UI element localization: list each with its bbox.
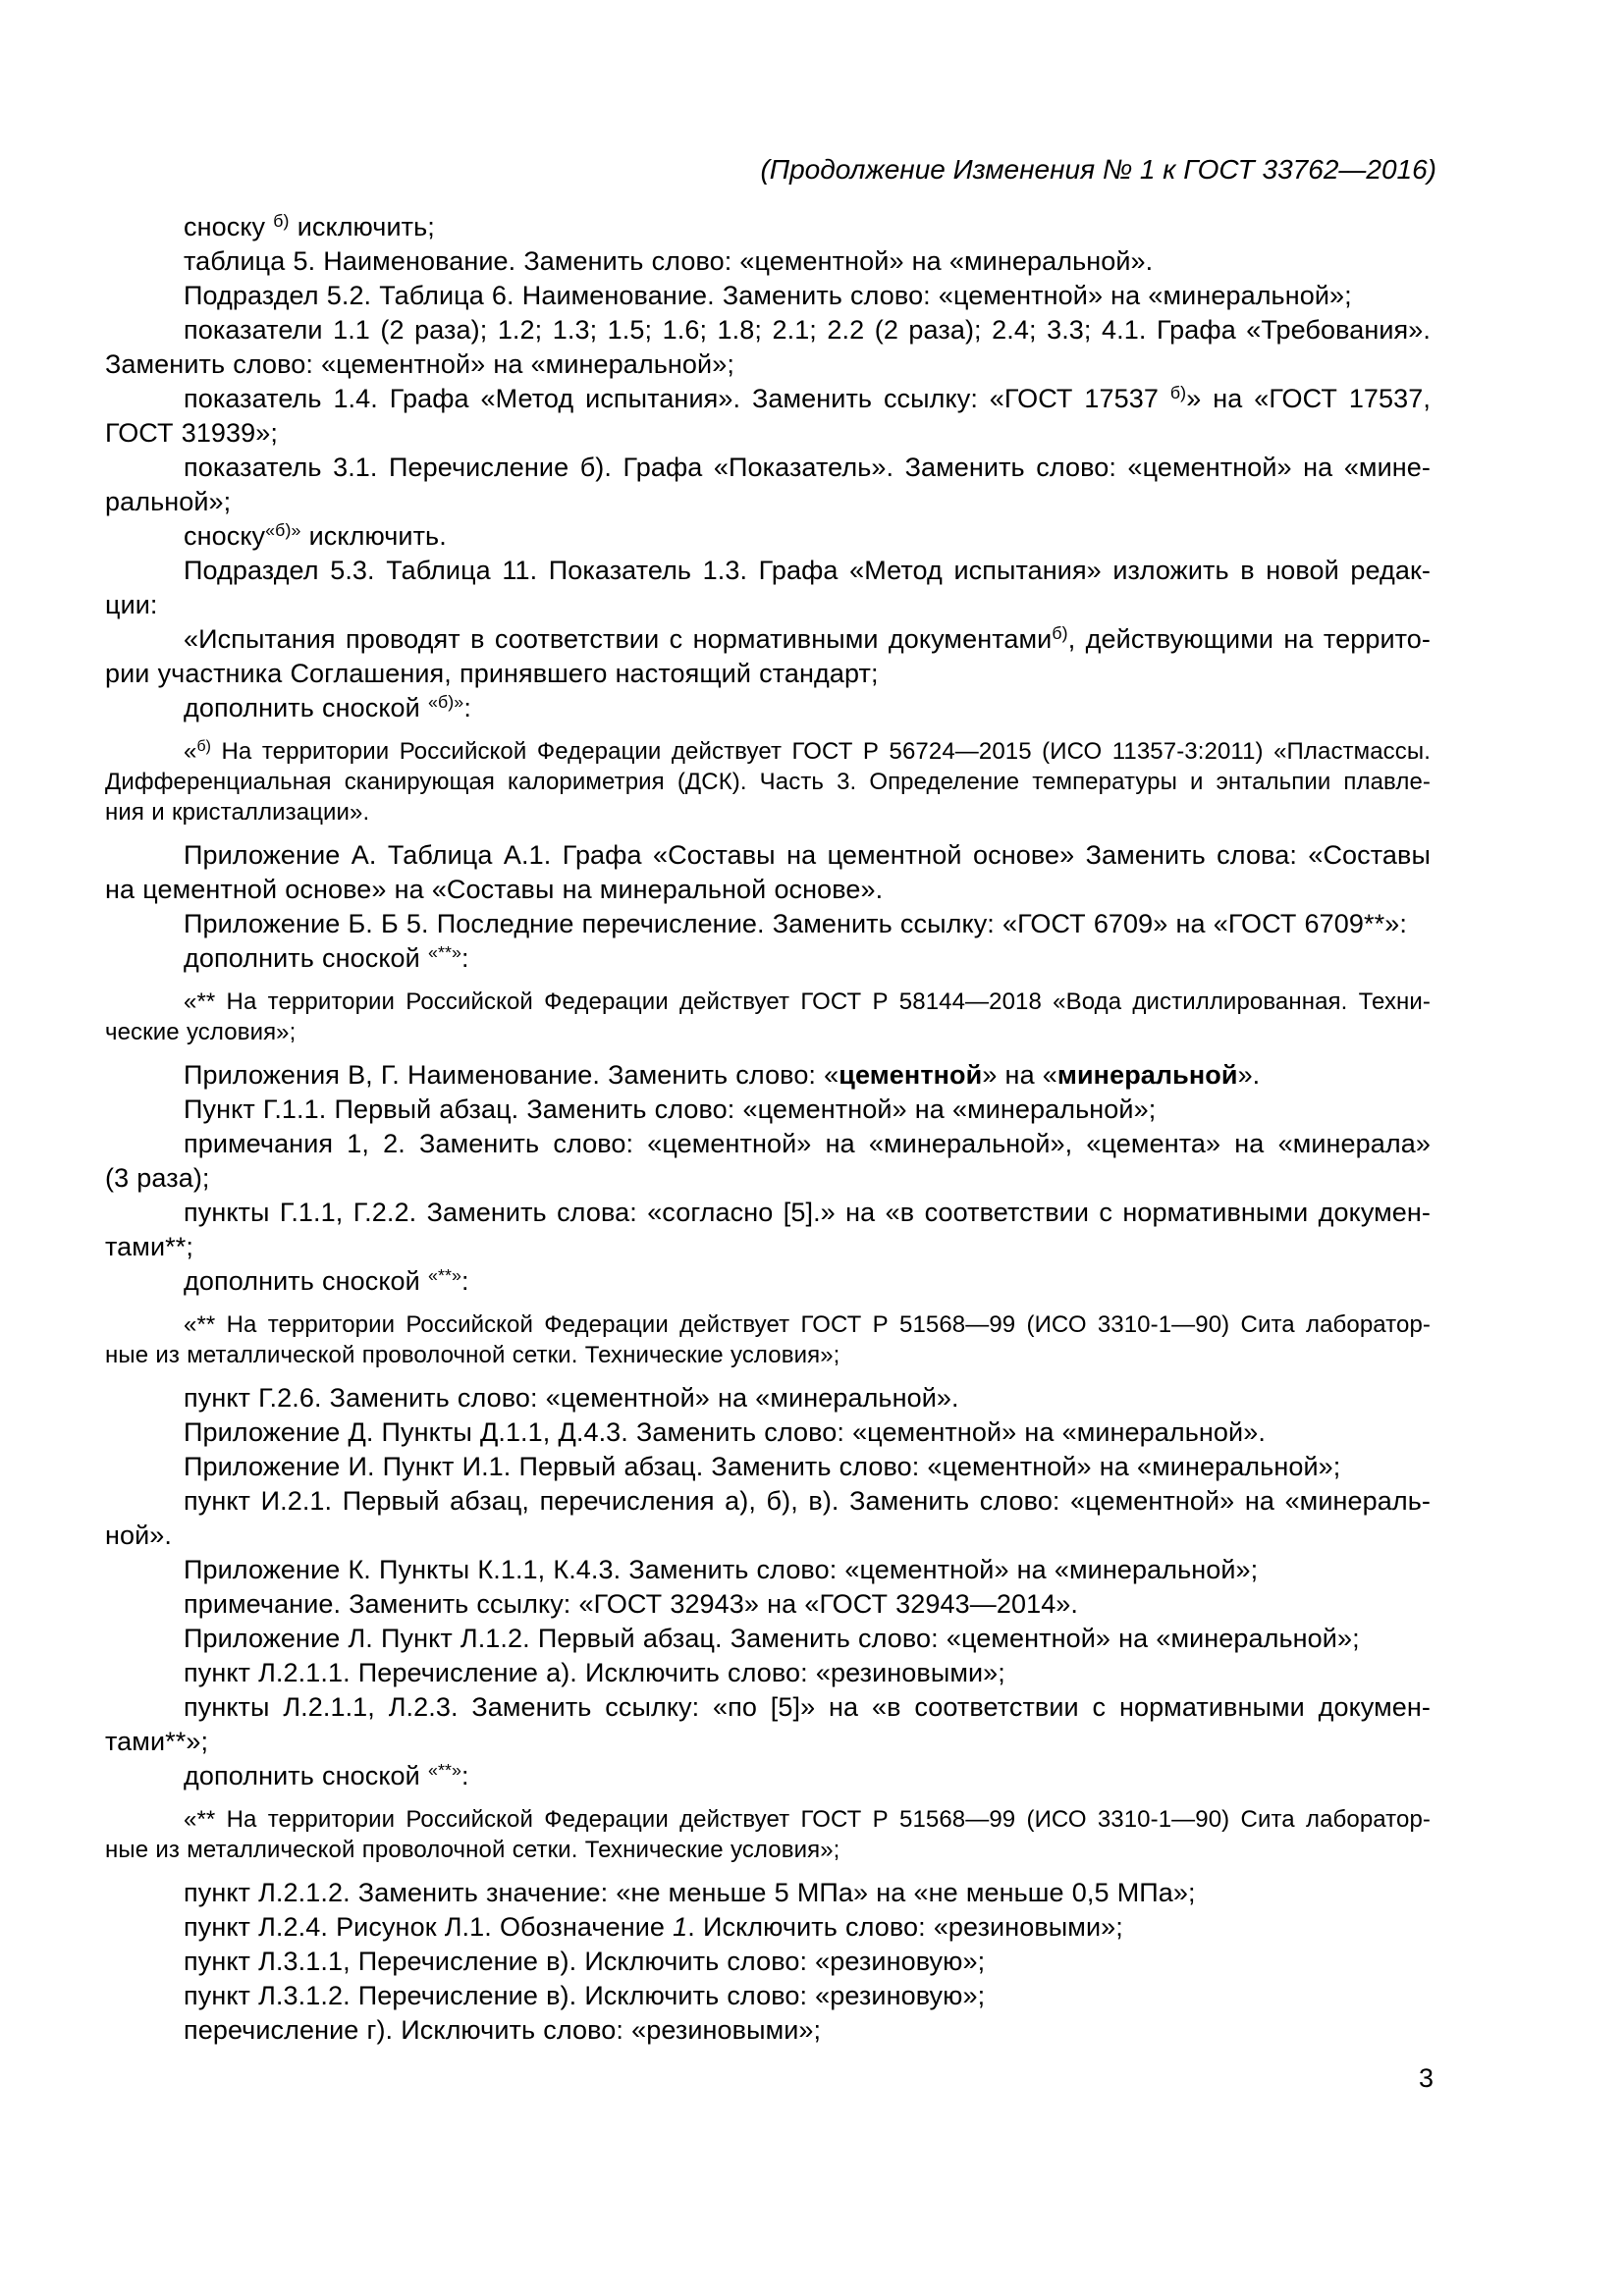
text-run: Приложение Д. Пункты Д.1.1, Д.4.3. Заменить слово: «цементной» на «минеральной».: [184, 1417, 1266, 1447]
text-run: примечания 1, 2. Заменить слово: «цементной» на «минеральной», «цемента» на «минерала»: [184, 1129, 1431, 1158]
text-run: показатели 1.1 (2 раза); 1.2; 1.3; 1.5; 1.6; 1.8; 2.1; 2.2 (2 раза); 2.4; 3.3; 4.1. Графа «Требования».: [184, 315, 1431, 345]
text-run: показатель 3.1. Перечисление б). Графа «Показатель». Заменить слово: «цементной» на «мине-: [184, 453, 1431, 482]
text-line: [105, 1415, 1431, 1450]
text-line: [105, 347, 1431, 382]
text-line: [105, 1230, 1431, 1264]
text-run: :: [461, 943, 469, 973]
text-run: таблица 5. Наименование. Заменить слово: «цементной» на «минеральной».: [184, 246, 1154, 276]
text-line: [105, 1979, 1431, 2013]
text-line: [105, 1835, 1431, 1865]
text-run: ции:: [105, 590, 158, 619]
text-run: пункт Л.2.1.1. Перечисление а). Исключить слово: «резиновыми»;: [184, 1658, 1005, 1687]
text-line: [105, 873, 1431, 907]
text-line: [105, 554, 1431, 588]
text-line: [105, 1876, 1431, 1910]
text-run: «** На территории Российской Федерации действует ГОСТ Р 58144—2018 «Вода дистиллированная. Техни-: [184, 988, 1431, 1015]
text-run: » на «ГОСТ 17537,: [1186, 384, 1431, 413]
document-body: [0, 187, 1624, 2048]
text-run: пункты Л.2.1.1, Л.2.3. Заменить ссылку: «по [5]» на «в соответствии с нормативными докумен-: [184, 1692, 1431, 1722]
text-line: [105, 838, 1431, 873]
text-run: дополнить сноской: [184, 693, 428, 722]
text-run: ния и кристаллизации».: [105, 799, 370, 826]
footnote-marker: б): [1169, 383, 1187, 403]
text-run: примечание. Заменить ссылку: «ГОСТ 32943» на «ГОСТ 32943—2014».: [184, 1589, 1079, 1619]
text-run: дополнить сноской: [184, 943, 428, 973]
text-line: [105, 1093, 1431, 1127]
footnote-marker: «б)»: [265, 520, 301, 541]
text-run: пункты Г.1.1, Г.2.2. Заменить слова: «согласно [5].» на «в соответствии с нормативными докумен-: [184, 1198, 1431, 1227]
text-run: пункт Л.3.1.1, Перечисление в). Исключить слово: «резиновую»;: [184, 1947, 986, 1976]
text-line: [105, 210, 1431, 244]
text-line: [105, 941, 1431, 976]
text-line: [105, 1161, 1431, 1196]
text-line: [105, 519, 1431, 554]
text-run: Заменить слово: «цементной» на «минеральной»;: [105, 349, 734, 379]
text-line: [105, 1017, 1431, 1047]
text-run: Приложение А. Таблица А.1. Графа «Составы на цементной основе» Заменить слова: «Составы: [184, 840, 1431, 870]
text-run: ной».: [105, 1521, 173, 1550]
text-line: [105, 657, 1431, 691]
footnote-marker: «**»: [427, 1760, 462, 1781]
text-line: [105, 382, 1431, 416]
text-run: Дифференциальная сканирующая калориметрия (ДСК). Часть 3. Определение температуры и энтальпии плавле-: [105, 769, 1431, 795]
text-run: перечисление г). Исключить слово: «резиновыми»;: [184, 2015, 822, 2045]
page-number: 3: [1418, 2063, 1434, 2093]
text-run: :: [461, 1266, 469, 1296]
text-run: пункт Л.3.1.2. Перечисление в). Исключить слово: «резиновую»;: [184, 1981, 986, 2010]
text-line: [105, 588, 1431, 622]
page-number-row: [0, 2048, 1624, 2096]
text-run: ные из металлической проволочной сетки. Технические условия»;: [105, 1342, 840, 1368]
text-run: исключить;: [289, 212, 435, 241]
text-run: цементной: [839, 1060, 983, 1090]
text-run: пункт Л.2.1.2. Заменить значение: «не меньше 5 МПа» на «не меньше 0,5 МПа»;: [184, 1878, 1196, 1907]
text-run: ческие условия»;: [105, 1019, 297, 1045]
text-line: [105, 1519, 1431, 1553]
text-run: :: [461, 1761, 469, 1790]
text-run: ральной»;: [105, 487, 232, 516]
text-line: [105, 1381, 1431, 1415]
text-line: [105, 622, 1431, 657]
text-run: «: [184, 738, 197, 765]
text-run: Приложение Л. Пункт Л.1.2. Первый абзац. Заменить слово: «цементной» на «минеральной»;: [184, 1624, 1360, 1653]
text-run: . Исключить слово: «резиновыми»;: [687, 1912, 1123, 1942]
text-line: [105, 244, 1431, 279]
text-run: рии участника Соглашения, принявшего настоящий стандарт;: [105, 659, 879, 688]
text-run: Приложения В, Г. Наименование. Заменить слово: «: [184, 1060, 839, 1090]
text-run: Приложение К. Пункты К.1.1, К.4.3. Заменить слово: «цементной» на «минеральной»;: [184, 1555, 1259, 1584]
text-line: [105, 1553, 1431, 1587]
text-run: , действующими на террито-: [1067, 624, 1431, 654]
text-run: тами**»;: [105, 1727, 209, 1756]
text-run: «** На территории Российской Федерации действует ГОСТ Р 51568—99 (ИСО 3310-1—90) Сита лаборатор-: [184, 1311, 1431, 1338]
text-line: [105, 1127, 1431, 1161]
text-run: минеральной: [1056, 1060, 1238, 1090]
text-run: :: [463, 693, 471, 722]
text-line: [105, 1622, 1431, 1656]
text-run: сноску: [184, 521, 266, 551]
text-run: «Испытания проводят в соответствии с нормативными документами: [184, 624, 1053, 654]
text-line: [105, 1196, 1431, 1230]
text-line: [105, 1484, 1431, 1519]
text-run: на цементной основе» на «Составы на минеральной основе».: [105, 875, 884, 904]
text-line: [105, 987, 1431, 1017]
text-run: 1: [673, 1912, 688, 1942]
text-line: [105, 279, 1431, 313]
text-run: Пункт Г.1.1. Первый абзац. Заменить слово: «цементной» на «минеральной»;: [184, 1095, 1157, 1124]
text-line: [105, 797, 1431, 828]
text-line: [105, 1910, 1431, 1945]
text-run: ные из металлической проволочной сетки. Технические условия»;: [105, 1837, 840, 1863]
text-run: » на «: [982, 1060, 1057, 1090]
text-line: [105, 1804, 1431, 1835]
text-line: [105, 1945, 1431, 1979]
footnote-marker: б): [273, 211, 290, 232]
text-run: исключить.: [300, 521, 447, 551]
text-run: Приложение Б. Б 5. Последние перечисление. Заменить ссылку: «ГОСТ 6709» на «ГОСТ 6709**»:: [184, 909, 1407, 938]
text-run: дополнить сноской: [184, 1266, 428, 1296]
text-line: [105, 907, 1431, 941]
footnote-marker: б): [196, 738, 211, 756]
text-run: Подраздел 5.2. Таблица 6. Наименование. Заменить слово: «цементной» на «минеральной»;: [184, 281, 1352, 310]
text-run: Подраздел 5.3. Таблица 11. Показатель 1.3. Графа «Метод испытания» изложить в новой редак-: [184, 556, 1431, 585]
text-run: «** На территории Российской Федерации действует ГОСТ Р 51568—99 (ИСО 3310-1—90) Сита лаборатор-: [184, 1806, 1431, 1833]
text-line: [105, 691, 1431, 725]
text-line: [105, 1656, 1431, 1690]
text-run: показатель 1.4. Графа «Метод испытания». Заменить ссылку: «ГОСТ 17537: [184, 384, 1170, 413]
footnote-marker: «**»: [427, 942, 462, 963]
text-run: пункт Л.2.4. Рисунок Л.1. Обозначение: [184, 1912, 674, 1942]
text-line: [105, 1309, 1431, 1340]
text-line: [105, 1759, 1431, 1793]
text-run: пункт Г.2.6. Заменить слово: «цементной» на «минеральной».: [184, 1383, 959, 1413]
running-header: [0, 0, 1624, 187]
text-line: [105, 1450, 1431, 1484]
continuation-note: (Продолжение Изменения № 1 к ГОСТ 33762—2016): [760, 154, 1436, 185]
text-run: ».: [1237, 1060, 1261, 1090]
text-run: тами**;: [105, 1232, 193, 1261]
text-line: [105, 485, 1431, 519]
text-run: ГОСТ 31939»;: [105, 418, 279, 448]
text-line: [105, 1058, 1431, 1093]
footnote-marker: «**»: [427, 1265, 462, 1286]
text-line: [105, 1690, 1431, 1725]
text-line: [105, 451, 1431, 485]
text-line: [105, 736, 1431, 767]
text-run: (3 раза);: [105, 1163, 210, 1193]
text-line: [105, 1340, 1431, 1370]
text-run: На территории Российской Федерации действует ГОСТ Р 56724—2015 (ИСО 11357-3:2011) «Пластмассы.: [211, 738, 1431, 765]
text-line: [105, 1725, 1431, 1759]
footnote-marker: б): [1052, 623, 1068, 644]
text-run: сноску: [184, 212, 274, 241]
text-line: [105, 1587, 1431, 1622]
text-line: [105, 313, 1431, 347]
text-run: пункт И.2.1. Первый абзац, перечисления а), б), в). Заменить слово: «цементной» на «минераль-: [184, 1486, 1431, 1516]
text-line: [105, 767, 1431, 797]
footnote-marker: «б)»: [427, 692, 464, 713]
text-run: дополнить сноской: [184, 1761, 428, 1790]
text-line: [105, 416, 1431, 451]
text-line: [105, 2013, 1431, 2048]
text-run: Приложение И. Пункт И.1. Первый абзац. Заменить слово: «цементной» на «минеральной»;: [184, 1452, 1341, 1481]
text-line: [105, 1264, 1431, 1299]
